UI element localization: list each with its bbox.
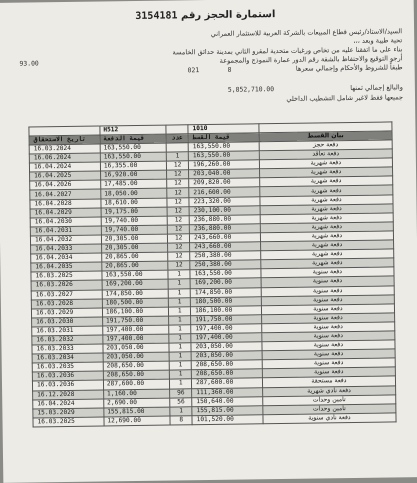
cell-type: دفعة حجز [259, 140, 392, 151]
cell-value: 155,815.00 [104, 407, 171, 417]
cell-count: 1 [167, 152, 189, 161]
cell-date: 16.04.2027 [30, 189, 101, 199]
cell-date: 16.03.2025 [31, 271, 102, 281]
cell-count: 8 [170, 416, 192, 425]
cell-type: دفعة سنوية [262, 322, 395, 333]
cell-type: دفعة نادي سنوية [263, 413, 396, 424]
cell-count: 56 [170, 397, 192, 406]
cell-type: دفعة سنوية [262, 358, 395, 369]
cell-amount: 208,650.00 [191, 360, 262, 370]
cell-count: 1 [169, 352, 191, 361]
cell-amount: 191,750.00 [191, 315, 262, 325]
title-text: استمارة الحجز رقم [180, 9, 276, 22]
cell-amount: 203,050.00 [191, 342, 262, 352]
cell-type: دفعة شهرية [259, 158, 392, 169]
cell-date: 16.03.2034 [32, 353, 103, 363]
cell-type: دفعة سنوية [262, 367, 395, 378]
cell-amount: 203,050.00 [191, 351, 262, 361]
cell-value: 287,600.00 [103, 379, 170, 389]
total-price: 5,852,710.00 [227, 85, 275, 94]
cell-date: 16.04.2031 [30, 226, 101, 236]
cell-date: 16.03.2025 [33, 417, 104, 427]
cell-date: 16.03.2031 [32, 326, 103, 336]
cell-value: 191,750.00 [102, 316, 169, 326]
cell-count: 12 [167, 197, 189, 206]
cell-value: 16,920.00 [100, 170, 167, 180]
cell-value: 12,690.00 [104, 416, 171, 426]
cell-count [166, 143, 188, 152]
page-title [0, 7, 414, 24]
cell-type: دفعة شهرية [261, 249, 394, 260]
col-date: تاريخ الاستحقاق [29, 135, 100, 145]
col-value: قيمة الدفعة [100, 134, 167, 144]
cell-amount: 209,820.00 [189, 178, 260, 188]
cell-count: 1 [169, 316, 191, 325]
cell-value: 197,400.00 [103, 334, 170, 344]
cell-count: 12 [167, 188, 189, 197]
cell-count: 1 [169, 334, 191, 343]
cell-count: 1 [168, 270, 190, 279]
cell-value: 197,400.00 [103, 325, 170, 335]
cell-date: 16.04.2024 [33, 399, 104, 409]
cell-date: 16.04.2029 [30, 208, 101, 218]
cell-date: 16.03.2028 [31, 299, 102, 309]
cell-amount: 230,100.00 [189, 205, 260, 215]
cell-value: 169,200.00 [102, 279, 169, 289]
cell-amount: 111,360.00 [192, 387, 263, 397]
cell-date: 16.12.2028 [33, 390, 104, 400]
cell-type: دفعة سنوية [262, 331, 395, 342]
cell-count: 12 [167, 206, 189, 215]
cell-type: دفعة نادي شهرية [262, 385, 395, 396]
cell-date: 16.03.2030 [32, 317, 103, 327]
floor-value: 8 [227, 65, 232, 74]
cell-amount: 180,500.00 [190, 296, 261, 306]
price-line: والبالغ إجمالي ثمنها [350, 83, 403, 93]
group-value: 021 [187, 66, 200, 75]
col-count: عدد [166, 134, 188, 143]
cell-amount: 203,040.00 [189, 169, 260, 179]
cell-value: 20,305.00 [101, 234, 168, 244]
cell-value: 163,550.00 [102, 270, 169, 280]
cell-value: 208,650.00 [103, 361, 170, 371]
cell-count: 96 [170, 388, 192, 397]
cell-amount: 197,400.00 [191, 324, 262, 334]
cell-date: 16.04.2033 [31, 244, 102, 254]
cell-value: 163,550.00 [100, 143, 167, 153]
area-value: 93.00 [19, 59, 39, 68]
cell-amount: 223,320.00 [189, 196, 260, 206]
cell-type: دفعة سنوية [261, 285, 394, 296]
cell-type: دفعة سنوية [261, 295, 394, 306]
header-code: 1010 [188, 124, 259, 134]
cell-type: دفعة شهرية [260, 240, 393, 251]
cell-amount: 250,380.00 [190, 260, 261, 270]
cell-count: 12 [168, 225, 190, 234]
cell-type: دفعة شهرية [260, 176, 393, 187]
cell-amount: 287,600.00 [192, 378, 263, 388]
cell-type: دفعة شهرية [260, 204, 393, 215]
cell-type: دفعة شهرية [261, 258, 394, 269]
cell-count: 1 [169, 297, 191, 306]
cell-amount: 243,660.00 [190, 242, 261, 252]
cell-type: دفعة شهرية [260, 222, 393, 233]
cell-value: 163,550.00 [100, 152, 167, 162]
cell-value: 17,485.00 [101, 179, 168, 189]
cell-date: 16.03.2024 [29, 144, 100, 154]
cell-amount: 155,815.00 [192, 405, 263, 415]
cell-value: 203,050.00 [103, 352, 170, 362]
cell-amount: 196,260.00 [188, 160, 259, 170]
cell-type: دفعة شهرية [260, 194, 393, 205]
cell-type: دفعة سنوية [261, 276, 394, 287]
cell-type: دفعة سنوية [261, 267, 394, 278]
cell-value: 19,740.00 [101, 216, 168, 226]
cell-type: دفعة شهرية [260, 213, 393, 224]
cell-value: 18,050.00 [101, 189, 168, 199]
cell-date: 16.04.2026 [30, 180, 101, 190]
finishing-line: جميعها فقط لاغير شامل التشطيب الداخلي [286, 93, 404, 103]
cell-date: 16.03.2027 [31, 289, 102, 299]
cell-value: 16,355.00 [100, 161, 167, 171]
cell-type: تأمين وحدات [263, 404, 396, 415]
cell-count: 12 [168, 261, 190, 270]
cell-value: 186,100.00 [102, 307, 169, 317]
cell-date: 16.03.2029 [31, 308, 102, 318]
cell-date: 16.04.2028 [30, 199, 101, 209]
cell-amount: 163,550.00 [188, 142, 259, 152]
cell-value: 20,865.00 [102, 252, 169, 262]
cell-type: دفعة سنوية [261, 313, 394, 324]
cell-date: 16.04.2035 [31, 262, 102, 272]
cell-count: 1 [168, 288, 190, 297]
cell-type: دفعة شهرية [260, 231, 393, 242]
cell-type: دفعة سنوية [261, 304, 394, 315]
cell-count: 1 [170, 370, 192, 379]
cell-type: دفعة مستحقة [262, 376, 395, 387]
cell-value: 20,865.00 [102, 261, 169, 271]
cell-date: 16.04.2032 [30, 235, 101, 245]
cell-type: دفعة شهرية [259, 167, 392, 178]
cell-amount: 186,100.00 [191, 305, 262, 315]
cell-date: 15.03.2029 [33, 408, 104, 418]
cell-date: 16.03.2036 [32, 380, 103, 390]
addressee-line: السيد/الاستاذ/رئيس قطاع المبيعات بالشركة العربية للاستثمار العمراني [210, 27, 403, 38]
cell-count: 12 [168, 243, 190, 252]
cell-amount: 163,550.00 [190, 269, 261, 279]
cell-amount: 236,880.00 [189, 224, 260, 234]
cell-date: 16.03.2033 [32, 344, 103, 354]
body-line-2: أرجو التوقيع والاحتفاظ بالشقة رقم الدور عمارة النموذج والمجموعة [219, 54, 403, 65]
cell-count: 1 [170, 379, 192, 388]
cell-date: 16.03.2032 [32, 335, 103, 345]
cell-amount: 174,850.00 [190, 287, 261, 297]
cell-date: 16.03.2036 [32, 371, 103, 381]
cell-count: 1 [168, 279, 190, 288]
col-amount: قيمة القسط [188, 133, 259, 143]
cell-count: 12 [167, 161, 189, 170]
cell-count: 1 [169, 361, 191, 370]
cell-value: 2,690.00 [104, 398, 171, 408]
col-type: بيان القسط [259, 131, 392, 142]
cell-type: دفعة تعاقد [259, 149, 392, 160]
cell-value: 20,305.00 [101, 243, 168, 253]
cell-amount: 101,520.00 [192, 415, 263, 425]
cell-type: دفعة شهرية [260, 185, 393, 196]
cell-value: 19,740.00 [101, 225, 168, 235]
cell-count: 12 [168, 234, 190, 243]
cell-value: 208,650.00 [103, 370, 170, 380]
greeting-line: تحية طيبة وبعد ،،، [353, 36, 403, 45]
cell-date: 16.04.2025 [30, 171, 101, 181]
cell-amount: 169,200.00 [190, 278, 261, 288]
cell-value: 174,850.00 [102, 289, 169, 299]
reservation-number: 3154181 [135, 10, 178, 22]
cell-date: 16.04.2024 [29, 162, 100, 172]
cell-count: 1 [169, 343, 191, 352]
body-line-1: بناء على ما اتفقنا عليه من تخاص ورغبات متحدية لمقرو الثاني بمدينة حدائق الخامسة [172, 45, 403, 57]
cell-date: 16.06.2024 [29, 153, 100, 163]
cell-type: دفعة سنوية [262, 349, 395, 360]
cell-count: 12 [168, 252, 190, 261]
cell-date: 16.03.2026 [31, 280, 102, 290]
cell-count: 1 [170, 406, 192, 415]
body-line-3: طبقاً للشروط والأحكام وإجمالي سعرها [295, 63, 403, 73]
cell-amount: 216,600.00 [189, 187, 260, 197]
cell-count: 12 [167, 216, 189, 225]
cell-date: 16.03.2035 [32, 362, 103, 372]
header-code: H512 [100, 125, 167, 135]
cell-amount: 250,380.00 [190, 251, 261, 261]
cell-count: 1 [169, 325, 191, 334]
cell-value: 203,050.00 [103, 343, 170, 353]
cell-type: تأمين وحدات [263, 395, 396, 406]
cell-amount: 236,880.00 [189, 215, 260, 225]
cell-value: 19,175.00 [101, 207, 168, 217]
cell-count: 1 [169, 306, 191, 315]
cell-amount: 243,660.00 [189, 233, 260, 243]
payment-schedule-table [28, 121, 396, 427]
cell-value: 1,160.00 [103, 389, 170, 399]
cell-amount: 208,650.00 [191, 369, 262, 379]
cell-count: 12 [167, 179, 189, 188]
cell-count: 12 [167, 170, 189, 179]
cell-amount: 150,640.00 [192, 396, 263, 406]
cell-value: 180,500.00 [102, 298, 169, 308]
cell-date: 16.04.2034 [31, 253, 102, 263]
cell-amount: 163,550.00 [188, 151, 259, 161]
cell-date: 16.04.2030 [30, 217, 101, 227]
cell-type: دفعة سنوية [262, 340, 395, 351]
cell-amount: 197,400.00 [191, 333, 262, 343]
cell-value: 18,610.00 [101, 198, 168, 208]
